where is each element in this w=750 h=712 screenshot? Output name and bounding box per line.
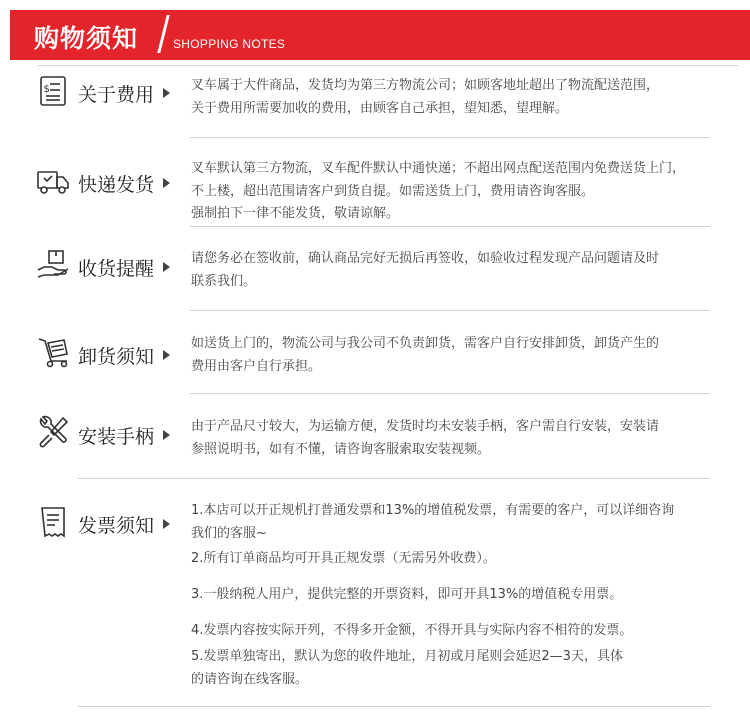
section-text-fees: 叉车属于大件商品，发货均为第三方物流公司；如顾客地址超出了物流配送范围， 关于费用所需要加收的费用，由顾客自己承担，望知悉，望理解。 <box>191 78 660 116</box>
section-divider <box>190 226 710 227</box>
section-text-unloading: 如送货上门的，物流公司与我公司不负责卸货，需客户自行安排卸货，卸货产生的 费用由客户自行承担。 <box>191 336 660 374</box>
unload-cart-icon <box>36 335 70 369</box>
triangle-arrow-icon <box>163 262 170 272</box>
triangle-arrow-icon <box>163 430 170 440</box>
svg-text:$: $ <box>43 84 50 95</box>
section-label-unloading: 卸货须知 <box>78 346 155 368</box>
receive-package-icon <box>36 248 70 282</box>
section-label-delivery: 快递发货 <box>78 174 155 196</box>
invoice-item-1: 1.本店可以开正规机打普通发票和13%的增值税发票，有需要的客户，可以详细咨询 我们的客服~ <box>191 503 675 541</box>
title-divider-slash <box>157 15 169 53</box>
section-divider <box>78 478 710 479</box>
section-divider <box>190 310 710 311</box>
triangle-arrow-icon <box>163 88 170 98</box>
triangle-arrow-icon <box>163 178 170 188</box>
section-label-installation: 安装手柄 <box>78 426 155 448</box>
section-text-receiving: 请您务必在签收前，确认商品完好无损后再签收，如验收过程发现产品问题请及时 联系我们。 <box>191 251 660 289</box>
invoice-item-5: 5.发票单独寄出，默认为您的收件地址，月初或月尾则会延迟2—3天，具体 的请咨询在线客服。 <box>191 649 623 687</box>
section-label-receiving: 收货提醒 <box>78 258 155 280</box>
triangle-arrow-icon <box>163 350 170 360</box>
invoice-item-3: 3.一般纳税人用户，提供完整的开票资料，即可开具13%的增值税专用票。 <box>191 587 623 602</box>
page-title: 购物须知 <box>34 24 139 53</box>
section-divider <box>190 137 710 138</box>
section-label-fees: 关于费用 <box>78 84 155 106</box>
header-divider <box>38 65 738 66</box>
page-subtitle: SHOPPING NOTES <box>173 37 286 51</box>
section-text-installation: 由于产品尺寸较大，为运输方便，发货时均未安装手柄，客户需自行安装，安装请 参照说明书，如有不懂，请咨询客服索取安装视频。 <box>191 419 660 457</box>
tools-icon <box>36 415 70 449</box>
delivery-truck-icon <box>36 164 70 198</box>
header-banner <box>10 10 750 60</box>
bottom-divider <box>78 706 710 707</box>
invoice-icon <box>36 505 70 539</box>
section-label-invoice: 发票须知 <box>78 515 155 537</box>
invoice-item-2: 2.所有订单商品均可开具正规发票（无需另外收费）。 <box>191 551 496 566</box>
fee-list-icon <box>36 74 70 108</box>
invoice-item-4: 4.发票内容按实际开列，不得多开金额，不得开具与实际内容不相符的发票。 <box>191 623 633 638</box>
section-text-delivery: 叉车默认第三方物流，叉车配件默认中通快递；不超出网点配送范围内免费送货上门， 不上楼，超出范围请客户到货自提。如需送货上门，费用请咨询客服。 强制拍下一律不能发货，敬请谅解。 <box>191 161 686 221</box>
triangle-arrow-icon <box>163 519 170 529</box>
section-divider <box>190 393 710 394</box>
